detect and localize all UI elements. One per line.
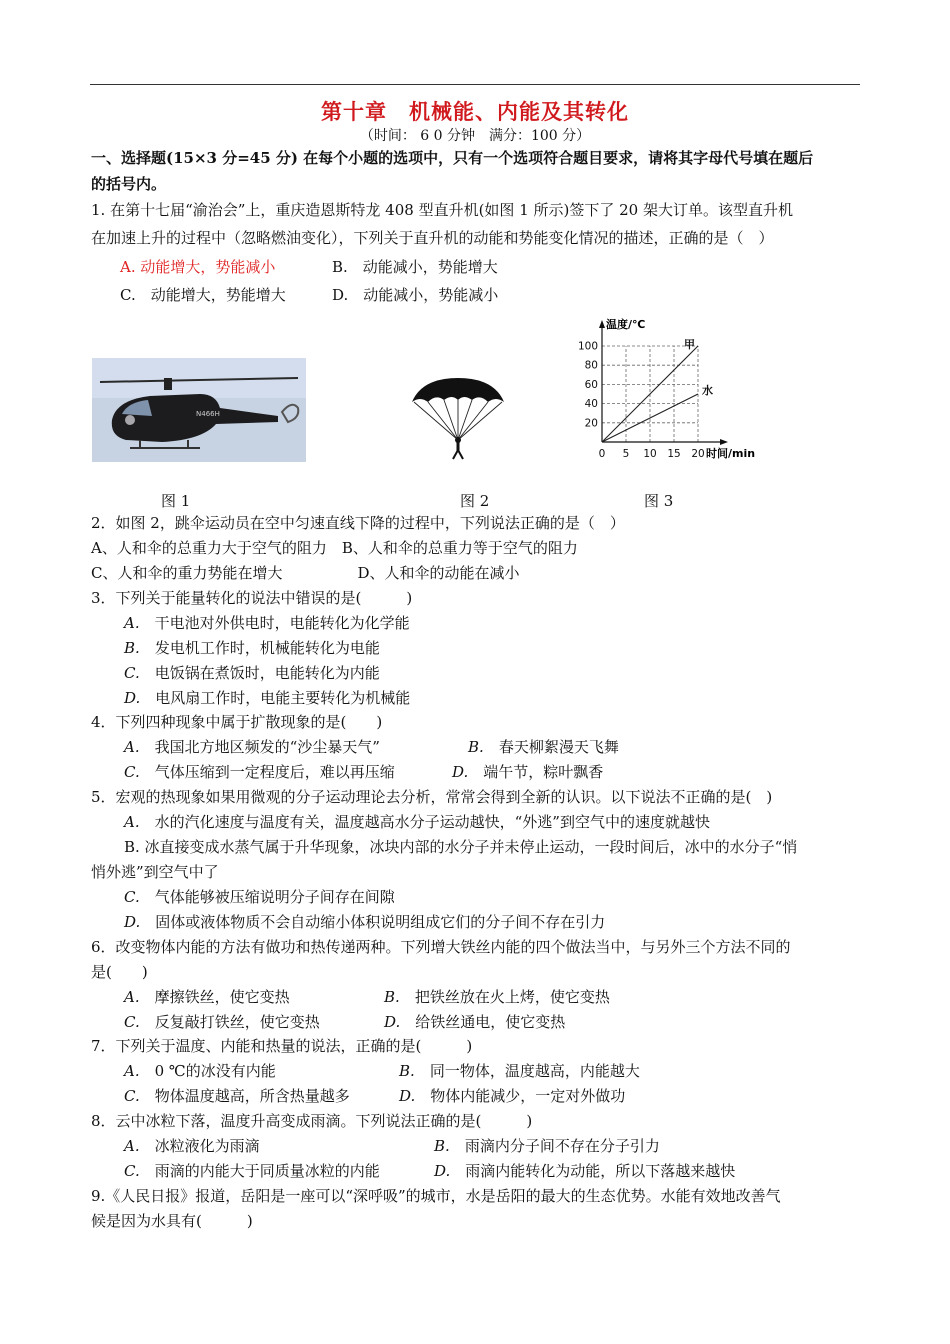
q4-option-b: B. 春天柳絮漫天飞舞 (468, 738, 619, 756)
q1-option-b: B. 动能减小，势能增大 (332, 258, 498, 276)
q3-option-d: D. 电风扇工作时，电能主要转化为机械能 (124, 689, 411, 707)
temperature-time-chart (572, 314, 772, 466)
q2-options-cd: C、人和伞的重力势能在增大 D、人和伞的动能在减小 (91, 564, 520, 582)
q1-option-a: A. 动能增大，势能减小 (120, 258, 276, 276)
option-letter: B. (124, 639, 140, 657)
q1-option-c: C. 动能增大，势能增大 (120, 286, 286, 304)
q8-option-c: C. 雨滴的内能大于同质量冰粒的内能 (124, 1162, 380, 1180)
q3-option-a: A. 干电池对外供电时，电能转化为化学能 (124, 614, 410, 632)
top-rule (90, 84, 860, 85)
q4-option-a: A. 我国北方地区频发的“沙尘暴天气” (124, 738, 380, 756)
chart-x-tick: 20 (691, 448, 705, 460)
parachute-image (408, 376, 508, 460)
q9-stem-line1: 9.《人民日报》报道，岳阳是一座可以“深呼吸”的城市，水是岳阳的最大的生态优势。水能有效地改善气 (91, 1187, 781, 1205)
q7-stem: 7．下列关于温度、内能和热量的说法，正确的是( ) (91, 1037, 473, 1055)
chart-y-tick: 60 (584, 378, 598, 391)
figure-3-caption: 图 3 (644, 492, 674, 510)
page-subtitle: （时间： 6 0 分钟 满分：100 分） (359, 128, 591, 144)
chart-x-tick: 0 (598, 448, 606, 460)
q8-option-b: B. 雨滴内分子间不存在分子引力 (434, 1137, 660, 1155)
q1-stem-line2: 在加速上升的过程中（忽略燃油变化），下列关于直升机的动能和势能变化情况的描述，正确的是（ ） (91, 229, 774, 247)
q5-stem: 5．宏观的热现象如果用微观的分子运动理论去分析，常常会得到全新的认识。以下说法不正确的是( ) (91, 788, 773, 806)
q4-option-c: C. 气体压缩到一定程度后，难以再压缩 (124, 763, 395, 781)
section-heading-line2: 的括号内。 (91, 175, 167, 193)
q6-option-a: A. 摩擦铁丝，使它变热 (124, 988, 290, 1006)
chart-y-tick: 80 (584, 359, 598, 372)
q3-stem: 3．下列关于能量转化的说法中错误的是( ) (91, 589, 413, 607)
helicopter-tail-number: N466H (196, 410, 220, 418)
q6-option-b: B. 把铁丝放在火上烤，使它变热 (384, 988, 610, 1006)
q3-option-b: B. 发电机工作时，机械能转化为电能 (124, 639, 380, 657)
chart-x-tick: 5 (622, 448, 630, 460)
q8-option-d: D. 雨滴内能转化为动能，所以下落越来越快 (434, 1162, 736, 1180)
chart-y-arrow (599, 320, 605, 328)
section-heading-line1: 一、选择题(15×3 分=45 分) 在每个小题的选项中，只有一个选项符合题目要求，请将其字母代号填在题后 (91, 149, 814, 167)
chart-y-tick: 20 (584, 417, 598, 430)
q5-option-b-line2: 悄外逃”到空气中了 (91, 863, 219, 881)
chart-x-tick: 10 (643, 448, 657, 460)
q2-stem: 2．如图 2，跳伞运动员在空中匀速直线下降的过程中，下列说法正确的是（ ） (91, 514, 625, 532)
q1-option-d: D. 动能减小，势能减小 (332, 286, 499, 304)
chart-x-tick: 15 (667, 448, 681, 460)
figure-2-caption: 图 2 (460, 492, 490, 510)
q6-option-d: D. 给铁丝通电，使它变热 (384, 1013, 566, 1031)
q4-stem: 4．下列四种现象中属于扩散现象的是( ) (91, 713, 383, 731)
q1-stem-line1: 1. 在第十七届“渝治会”上，重庆造恩斯特龙 408 型直升机(如图 1 所示)签下了 20 架大订单。该型直升机 (91, 201, 793, 219)
option-letter: A. (124, 614, 140, 632)
q8-option-a: A. 冰粒液化为雨滴 (124, 1137, 260, 1155)
q9-stem-line2: 候是因为水具有( ) (91, 1212, 253, 1230)
q6-stem-line1: 6．改变物体内能的方法有做功和热传递两种。下列增大铁丝内能的四个做法当中，与另外三个方法不同的 (91, 938, 791, 956)
q2-options-ab: A、人和伞的总重力大于空气的阻力 B、人和伞的总重力等于空气的阻力 (91, 539, 578, 557)
chart-series-label: 甲 (684, 338, 695, 351)
q7-option-c: C. 物体温度越高，所含热量越多 (124, 1087, 350, 1105)
figure-1-caption: 图 1 (161, 492, 191, 510)
chart-y-label: 温度/℃ (606, 318, 646, 331)
q5-option-d: D. 固体或液体物质不会自动缩小体积说明组成它们的分子间不存在引力 (124, 913, 606, 931)
chart-x-label: 时间/min (706, 447, 756, 460)
q5-option-b-line1: B. 冰直接变成水蒸气属于升华现象，冰块内部的水分子并未停止运动，一段时间后，冰中的水分子“悄 (124, 838, 798, 856)
chart-y-tick: 100 (577, 340, 598, 353)
option-letter: D. (124, 689, 141, 707)
q6-option-c: C. 反复敲打铁丝，使它变热 (124, 1013, 320, 1031)
q8-stem: 8．云中冰粒下落，温度升高变成雨滴。下列说法正确的是( ) (91, 1112, 533, 1130)
q3-option-c: C. 电饭锅在煮饭时，电能转化为内能 (124, 664, 380, 682)
chart-x-arrow (720, 439, 728, 445)
helicopter-image (92, 358, 306, 462)
q5-option-c: C. 气体能够被压缩说明分子间存在间隙 (124, 888, 395, 906)
q4-option-d: D. 端午节，粽叶飘香 (452, 763, 604, 781)
q5-option-a: A. 水的汽化速度与温度有关，温度越高水分子运动越快，“外逃”到空气中的速度就越快 (124, 813, 710, 831)
q7-option-a: A. 0 ℃的冰没有内能 (124, 1062, 276, 1080)
chart-y-tick: 40 (584, 398, 598, 411)
chart-series-label: 水 (702, 384, 713, 397)
q6-stem-line2: 是( ) (91, 963, 148, 981)
option-letter: C. (124, 664, 140, 682)
q7-option-d: D. 物体内能减少，一定对外做功 (399, 1087, 626, 1105)
q7-option-b: B. 同一物体，温度越高，内能越大 (399, 1062, 640, 1080)
page-title: 第十章 机械能、内能及其转化 (321, 99, 629, 124)
